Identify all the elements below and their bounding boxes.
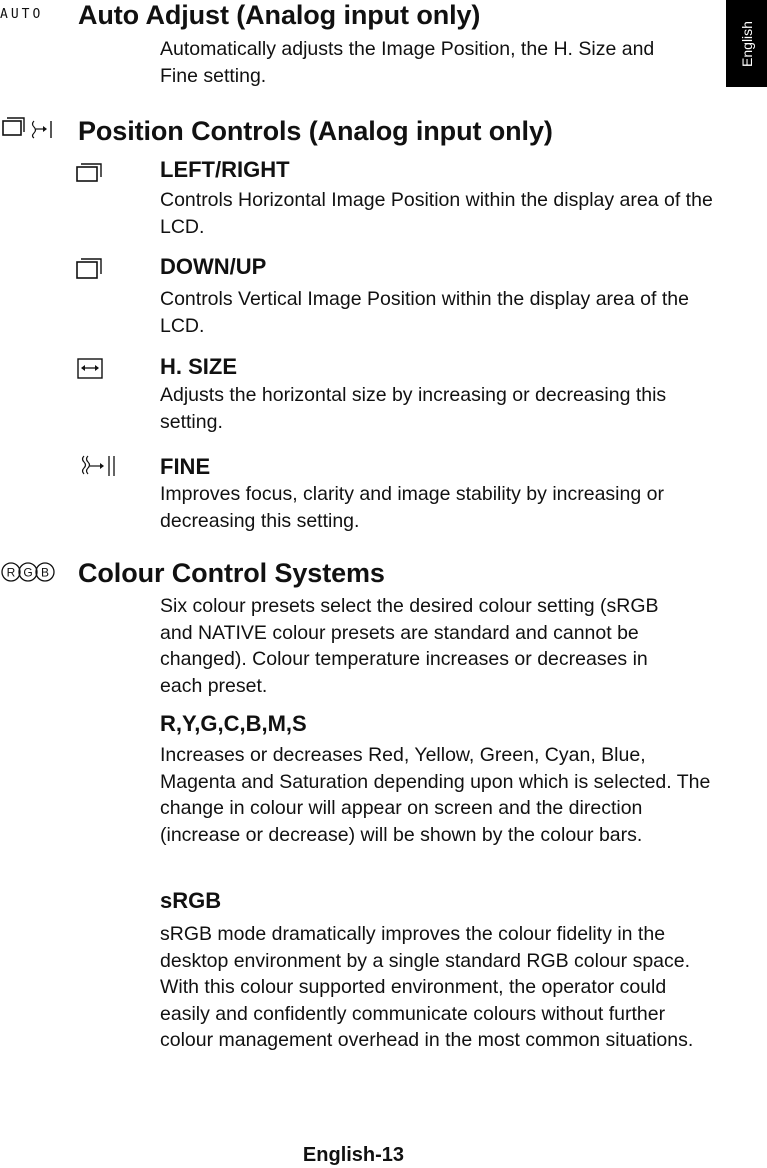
h-size-heading: H. SIZE xyxy=(160,354,238,379)
rygcbms-text: Increases or decreases Red, Yellow, Green, Cyan, Blue, Magenta and Saturation depending upon which is selected. The change in colour will appear on screen and the direction (increase or decrease) will be shown by the colour bars. xyxy=(160,744,711,846)
position-controls-icon xyxy=(2,117,58,141)
rgb-letter-g: G xyxy=(23,565,33,580)
h-size-text: Adjusts the horizontal size by increasing or decreasing this setting. xyxy=(160,384,667,433)
rgb-circles-icon xyxy=(1,561,57,583)
down-up-text: Controls Vertical Image Position within the display area of the LCD. xyxy=(160,288,689,337)
rgb-letter-b: B xyxy=(40,565,50,580)
left-right-frame-icon xyxy=(76,162,104,184)
down-up-frame-icon xyxy=(76,258,104,282)
down-up-heading: DOWN/UP xyxy=(160,254,267,279)
auto-adjust-text: Automatically adjusts the Image Position, the H. Size and Fine setting. xyxy=(160,38,655,87)
page-number: English-13 xyxy=(302,1144,405,1166)
fine-text: Improves focus, clarity and image stability by increasing or decreasing this setting. xyxy=(160,483,664,532)
colour-control-intro: Six colour presets select the desired colour setting (sRGB and NATIVE colour presets are standard and cannot be changed). Colour temperature increases or decreases in each preset. xyxy=(160,595,659,697)
srgb-heading: sRGB xyxy=(160,888,222,913)
rgb-letter-r: R xyxy=(6,565,16,580)
language-tab xyxy=(726,0,767,87)
fine-wave-icon xyxy=(77,454,121,478)
left-right-heading: LEFT/RIGHT xyxy=(160,157,290,182)
srgb-text: sRGB mode dramatically improves the colour fidelity in the desktop environment by a single standard RGB colour space. With this colour supported environment, the operator could easily and confidently communicate colours without further colour management overhead in the most common situations. xyxy=(160,923,694,1051)
position-controls-title: Position Controls (Analog input only) xyxy=(78,116,553,146)
rygcbms-heading: R,Y,G,C,B,M,S xyxy=(160,711,307,736)
left-right-text: Controls Horizontal Image Position within the display area of the LCD. xyxy=(160,189,713,238)
h-size-arrow-icon xyxy=(77,358,105,380)
auto-icon: AUTO xyxy=(0,7,44,22)
language-tab-label: English xyxy=(738,20,755,67)
colour-control-title: Colour Control Systems xyxy=(78,558,385,588)
auto-adjust-title: Auto Adjust (Analog input only) xyxy=(78,0,481,30)
fine-heading: FINE xyxy=(160,454,211,479)
